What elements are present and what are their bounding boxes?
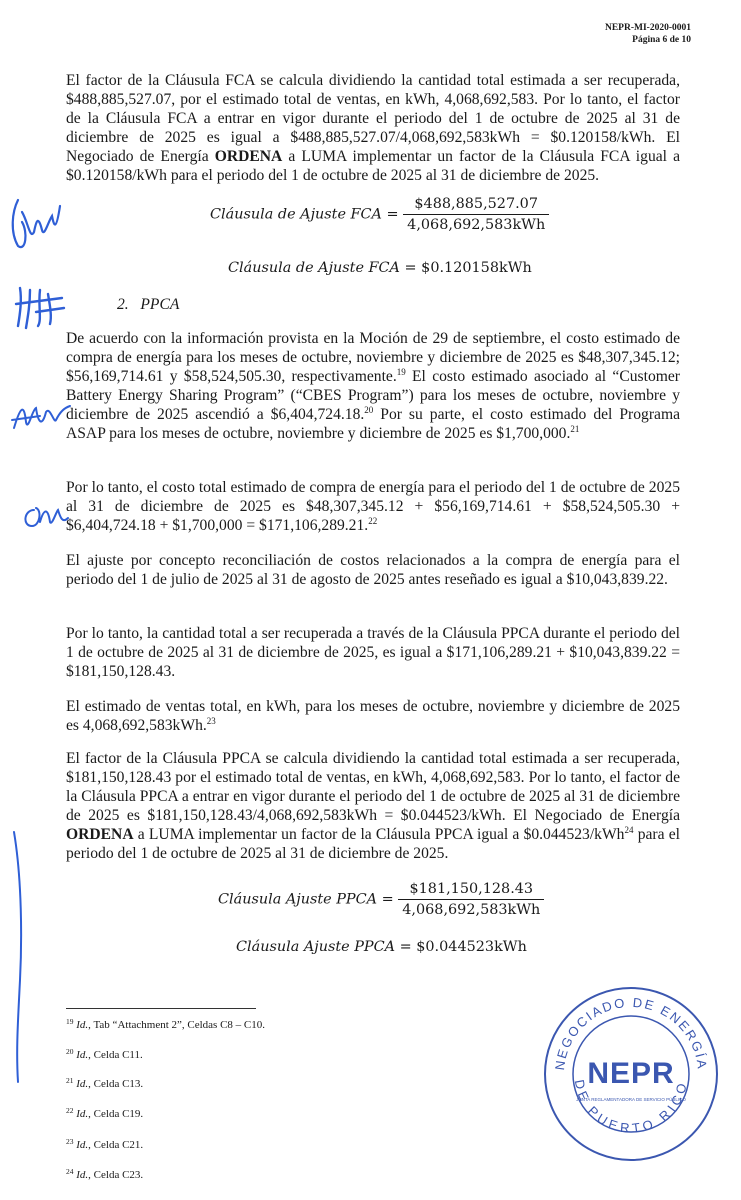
footnote-19: $^{19}$ Id., Tab “Attachment 2”, Celdas C8 – C10. [66,1017,265,1031]
footnote-21: $^{21}$ Id., Celda C13. [66,1076,144,1090]
seal-logo: NEPR [587,1057,675,1090]
paragraph-total-recovery: Por lo tanto, la cantidad total a ser recuperada a través de la Cláusula PPCA durante el periodo del 1 de octubre de 2025 al 31 de diciembre de 2025, es igual a $171,106,289.21 + $10,043,839.22 = $181,150,128.43. [66,625,680,680]
equation-fca-result: Cláusula de Ajuste FCA = $0.120158kWh [228,260,532,276]
handwritten-margin-mark [8,820,38,1090]
footnote-ref: 23 [206,715,216,726]
handwritten-initials-3 [10,398,74,438]
fraction-denominator: 4,068,692,583kWh [407,217,546,233]
fraction-numerator: $181,150,128.43 [398,881,544,900]
paragraph-total-cost: Por lo tanto, el costo total estimado de compra de energía para el periodo del 1 de octubre de 2025 al 31 de diciembre de 2025 es $48,307,345.12 + $56,169,714.61 + $58,524,505.30 + $6,404,724.18 + $1,700,000 = $171,106,289.21.22 [66,479,680,534]
page-number: Página 6 de 10 [632,35,691,45]
paragraph-sales-estimate: El estimado de ventas total, en kWh, para los meses de octubre, noviembre y diciembre de 2025 es 4,068,692,583kWh.$^{23}$ [66,698,680,734]
footnote-23: $^{23}$ Id., Celda C21. [66,1137,144,1151]
footnote-ref: 20 [364,404,374,415]
paragraph-ppca-factor: El factor de la Cláusula PPCA se calcula dividiendo la cantidad total estimada a ser recuperada, $181,150,128.43 por el estimado total de ventas, en kWh, 4,068,692,583. Por lo tanto, el factor de la Cláusula PPCA a entrar en vigor durante el periodo del 1 de octubre de 2025 al 31 de diciembre de 2025 es $181,150,128.43/4,068,692,583kWh = $0.044523/kWh. El Negociado de Energía ORDENA a LUMA implementar un factor de la Cláusula PPCA igual a $0.044523/kWh$^{24}$ para el periodo del 1 de octubre de 2025 al 31 de diciembre de 2025. [66,750,680,862]
equation-ppca-fraction: Cláusula Ajuste PPCA = $\frac{\$181,150,128.43}{\text{4,068,692,583kWh}}$ [218,881,544,918]
seal-arc-bottom: DE PUERTO RICO [571,1078,691,1136]
footnote-22: $^{22}$ Id., Celda C19. [66,1106,144,1120]
fraction-denominator: 4,068,692,583kWh [402,902,541,918]
fraction-numerator: $488,885,527.07 [403,196,549,215]
footnote-ref: 22 [368,515,378,526]
handwritten-initials-2 [12,282,68,330]
handwritten-initials-4 [20,502,70,532]
paragraph-reconciliation: El ajuste por concepto reconciliación de costos relacionados a la compra de energía para el periodo del 1 de julio de 2025 al 31 de agosto de 2025 antes reseñado es igual a $10,043,839.22. [66,552,680,588]
seal-arc-top: NEGOCIADO DE ENERGÍA [551,994,711,1072]
footnote-ref: 24 [624,824,634,835]
section-heading-ppca: 2. PPCA [117,296,180,313]
page-header [605,22,691,46]
paragraph-fca-factor: El factor de la Cláusula FCA se calcula dividiendo la cantidad total estimada a ser recuperada, $488,885,527.07, por el estimado total de ventas, en kWh, 4,068,692,583. Por lo tanto, el factor de la Cláusula FCA a entrar en vigor durante el periodo del 1 de octubre de 2025 al 31 de diciembre de 2025 es igual a $488,885,527.07/4,068,692,583kWh = $0.120158/kWh. El Negociado de Energía ORDENA a LUMA implementar un factor de la Cláusula FCA igual a $0.120158/kWh para el periodo del 1 de octubre de 2025 al 31 de diciembre de 2025. [66,72,680,184]
footnote-separator [66,1008,256,1009]
footnote-24: $^{24}$ Id., Celda C23. [66,1167,144,1181]
equation-fca-fraction: Cláusula de Ajuste FCA = $\frac{\$488,885,527.07}{\text{4,068,692,583kWh}}$ [210,196,549,233]
footnote-20: $^{20}$ Id., Celda C11. [66,1047,143,1061]
seal-inner-text: JUNTA REGLAMENTADORA DE SERVICIO PÚBLICO [576,1097,686,1102]
ordena-emphasis: ORDENA [214,147,283,165]
footnote-ref: 21 [570,423,580,434]
handwritten-initials-1 [8,192,64,254]
docket-number: NEPR-MI-2020-0001 [604,23,691,33]
paragraph-purchase-costs: De acuerdo con la información provista en la Moción de 29 de septiembre, el costo estimado de compra de energía para los meses de octubre, noviembre y diciembre de 2025 es $48,307,345.12; $56,169,714.61 y $58,524,505.30, respectivamente.$^{19}$ El costo estimado asociado al “Customer Battery Energy Sharing Program” (“CBES Program”) para los meses de octubre, noviembre y diciembre de 2025 ascendió a $6,404,724.18.20 Por su parte, el costo estimado del Programa ASAP para los meses de octubre, noviembre y diciembre de 2025 es $1,700,000.21 [66,330,680,442]
footnote-ref: 19 [396,366,406,377]
ordena-emphasis: ORDENA [66,825,134,843]
official-seal [540,983,722,1165]
equation-ppca-result: Cláusula Ajuste PPCA = $0.044523kWh [236,939,527,955]
